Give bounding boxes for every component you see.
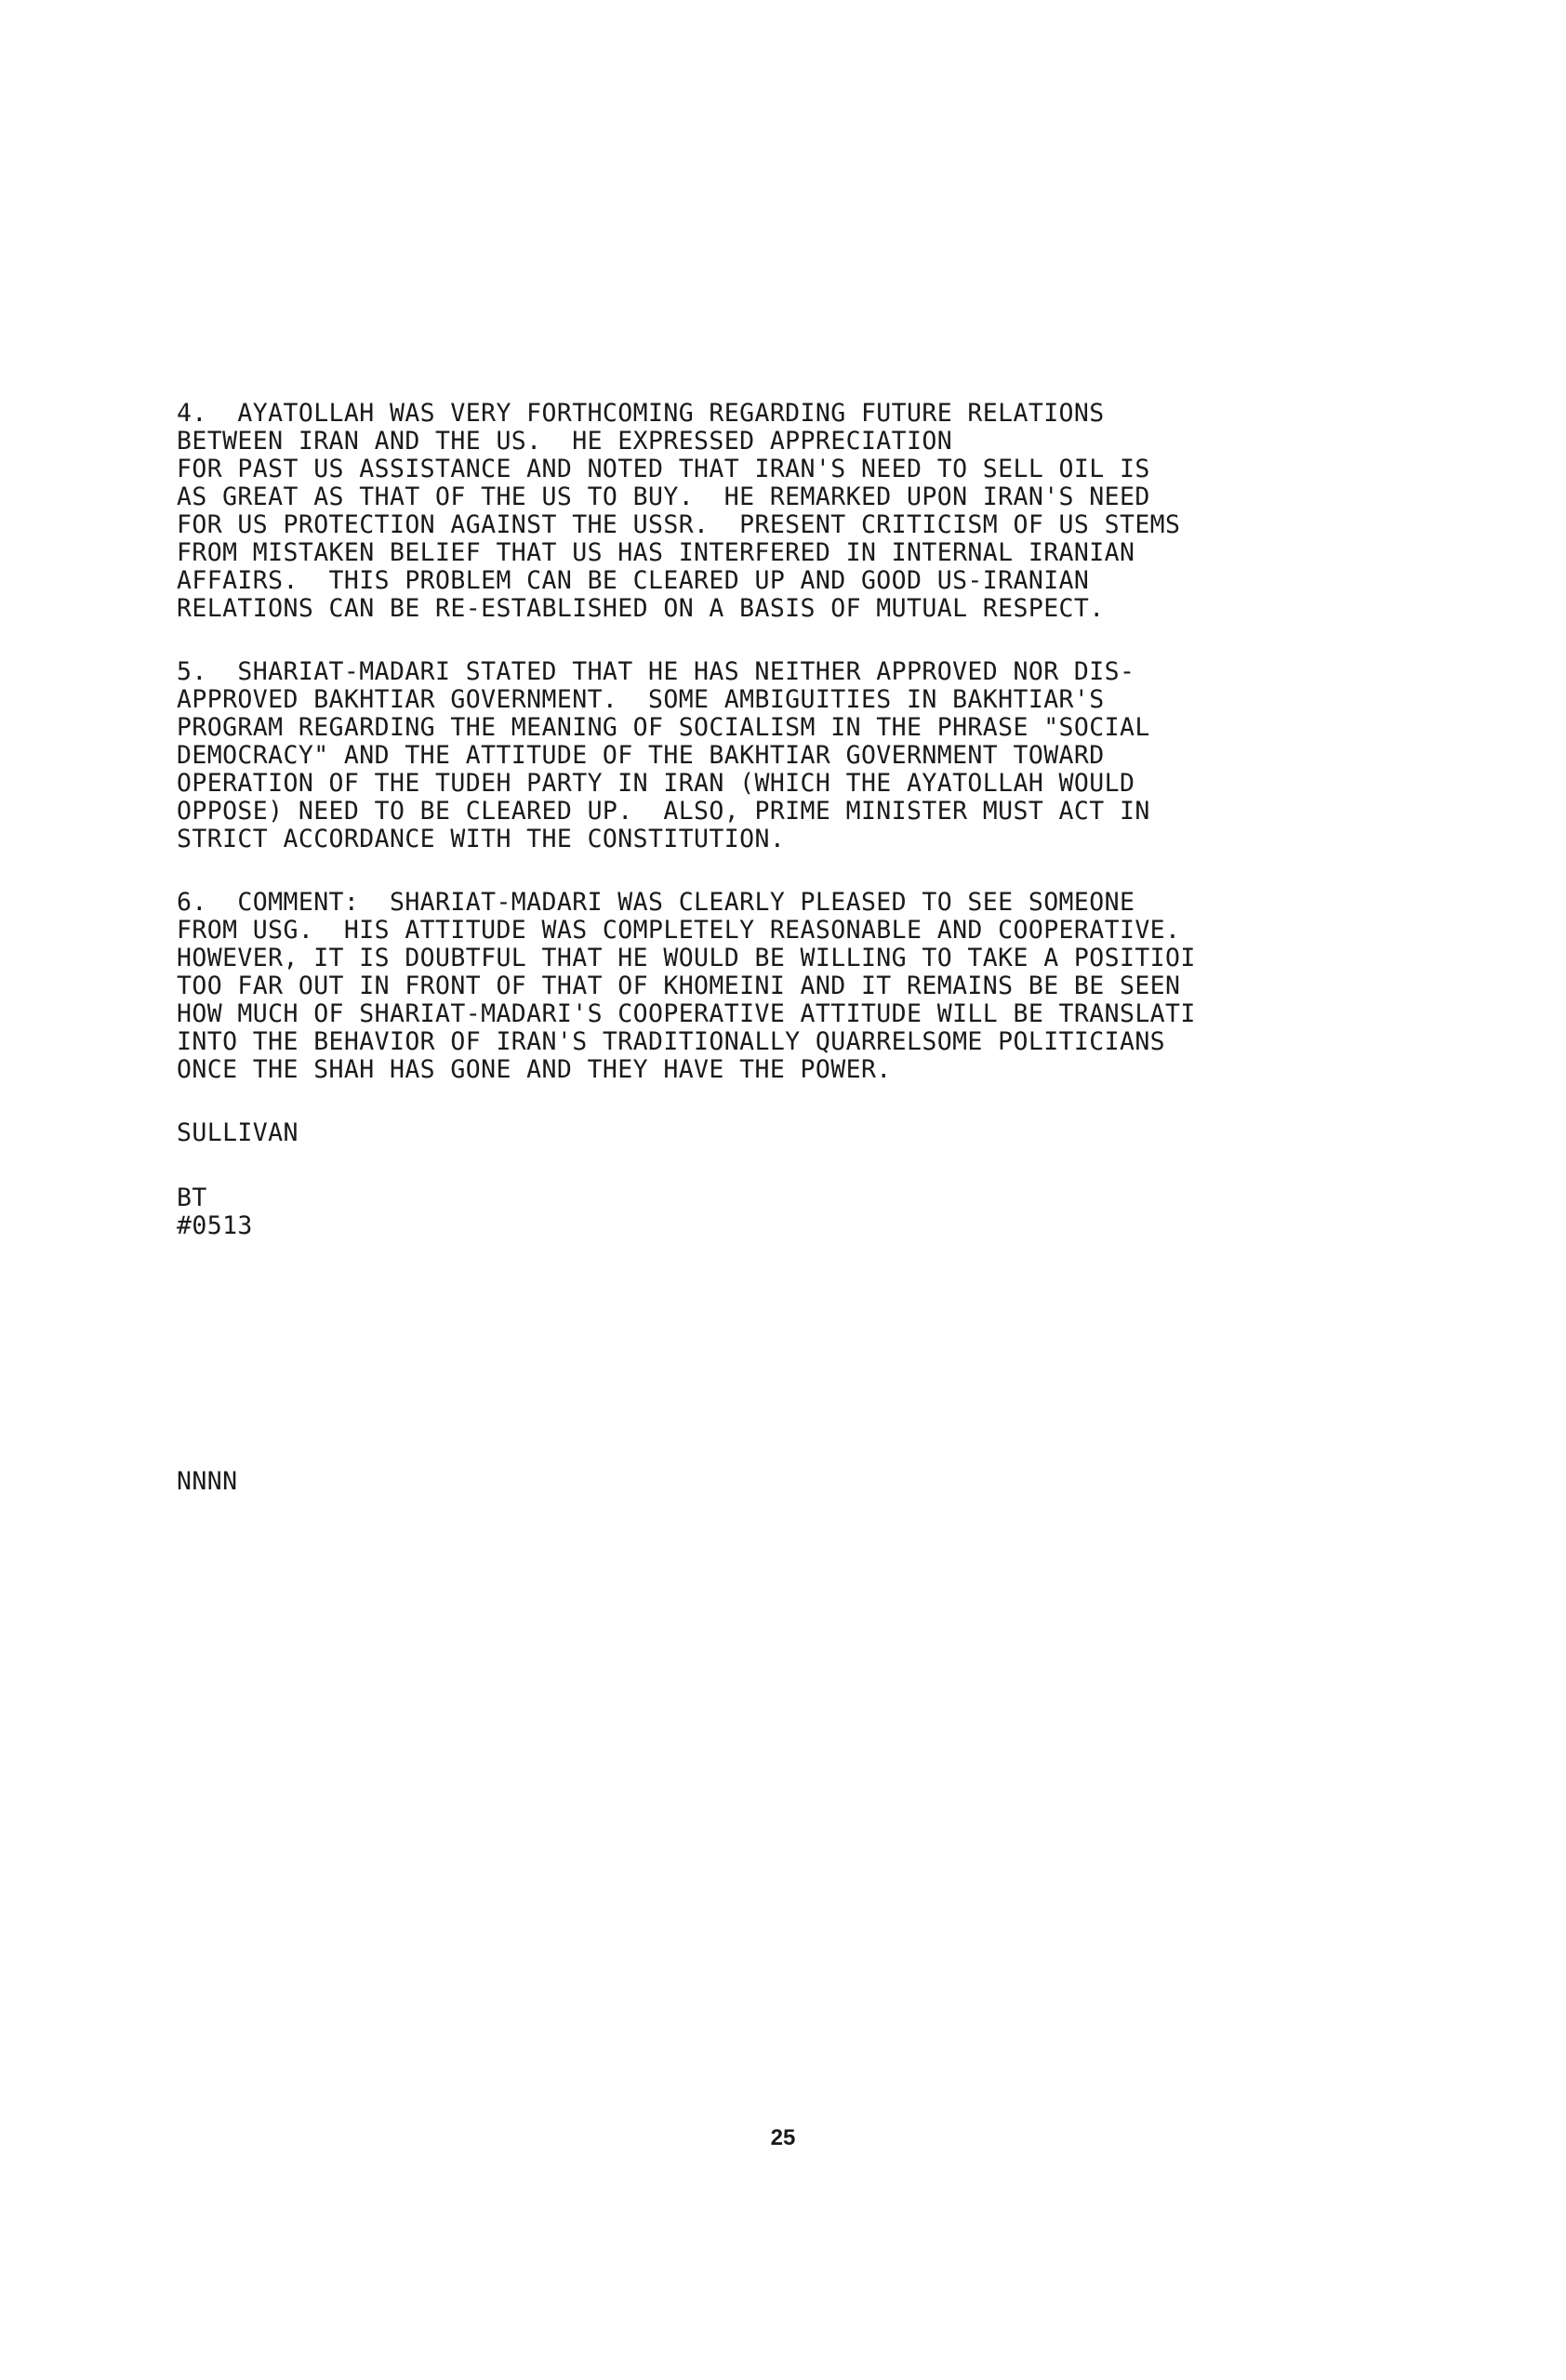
message-number: #0513 xyxy=(177,1212,253,1240)
text-line: BETWEEN IRAN AND THE US. HE EXPRESSED APPRECIATION xyxy=(177,428,953,456)
text-line: RELATIONS CAN BE RE-ESTABLISHED ON A BASIS OF MUTUAL RESPECT. xyxy=(177,595,1105,623)
text-line: OPPOSE) NEED TO BE CLEARED UP. ALSO, PRIME MINISTER MUST ACT IN xyxy=(177,798,1150,826)
end-marker: NNNN xyxy=(177,1467,238,1496)
signature-block xyxy=(177,1119,1311,1147)
text-line: STRICT ACCORDANCE WITH THE CONSTITUTION. xyxy=(177,826,786,853)
paragraph-5 xyxy=(177,658,1311,853)
text-line: TOO FAR OUT IN FRONT OF THAT OF KHOMEINI AND IT REMAINS BE BE SEEN xyxy=(177,972,1181,1000)
cable-body xyxy=(177,400,1311,1240)
text-line: 6. COMMENT: SHARIAT-MADARI WAS CLEARLY PLEASED TO SEE SOMEONE xyxy=(177,889,1135,917)
text-line: PROGRAM REGARDING THE MEANING OF SOCIALISM IN THE PHRASE "SOCIAL xyxy=(177,714,1150,742)
message-trailer xyxy=(177,1184,1311,1240)
paragraph-6-comment xyxy=(177,889,1311,1084)
text-line: DEMOCRACY" AND THE ATTITUDE OF THE BAKHTIAR GOVERNMENT TOWARD xyxy=(177,742,1105,770)
page-number: 25 xyxy=(770,2125,796,2150)
signature: SULLIVAN xyxy=(177,1119,299,1147)
text-line: 4. AYATOLLAH WAS VERY FORTHCOMING REGARDING FUTURE RELATIONS xyxy=(177,400,1105,428)
text-line: HOW MUCH OF SHARIAT-MADARI'S COOPERATIVE ATTITUDE WILL BE TRANSLATI xyxy=(177,1000,1196,1028)
bt-marker: BT xyxy=(177,1184,207,1212)
text-line: FOR US PROTECTION AGAINST THE USSR. PRESENT CRITICISM OF US STEMS xyxy=(177,511,1181,539)
text-line: APPROVED BAKHTIAR GOVERNMENT. SOME AMBIGUITIES IN BAKHTIAR'S xyxy=(177,686,1105,714)
text-line: AS GREAT AS THAT OF THE US TO BUY. HE REMARKED UPON IRAN'S NEED xyxy=(177,483,1150,511)
text-line: OPERATION OF THE TUDEH PARTY IN IRAN (WHICH THE AYATOLLAH WOULD xyxy=(177,770,1135,798)
text-line: FROM MISTAKEN BELIEF THAT US HAS INTERFERED IN INTERNAL IRANIAN xyxy=(177,539,1135,567)
text-line: FOR PAST US ASSISTANCE AND NOTED THAT IRAN'S NEED TO SELL OIL IS xyxy=(177,456,1150,483)
paragraph-4 xyxy=(177,400,1311,623)
text-line: 5. SHARIAT-MADARI STATED THAT HE HAS NEITHER APPROVED NOR DIS- xyxy=(177,658,1135,686)
text-line: AFFAIRS. THIS PROBLEM CAN BE CLEARED UP AND GOOD US-IRANIAN xyxy=(177,567,1090,595)
text-line: ONCE THE SHAH HAS GONE AND THEY HAVE THE POWER. xyxy=(177,1056,892,1084)
text-line: FROM USG. HIS ATTITUDE WAS COMPLETELY REASONABLE AND COOPERATIVE. xyxy=(177,917,1181,945)
text-line: HOWEVER, IT IS DOUBTFUL THAT HE WOULD BE WILLING TO TAKE A POSITIOI xyxy=(177,945,1196,972)
text-line: INTO THE BEHAVIOR OF IRAN'S TRADITIONALLY QUARRELSOME POLITICIANS xyxy=(177,1028,1166,1056)
